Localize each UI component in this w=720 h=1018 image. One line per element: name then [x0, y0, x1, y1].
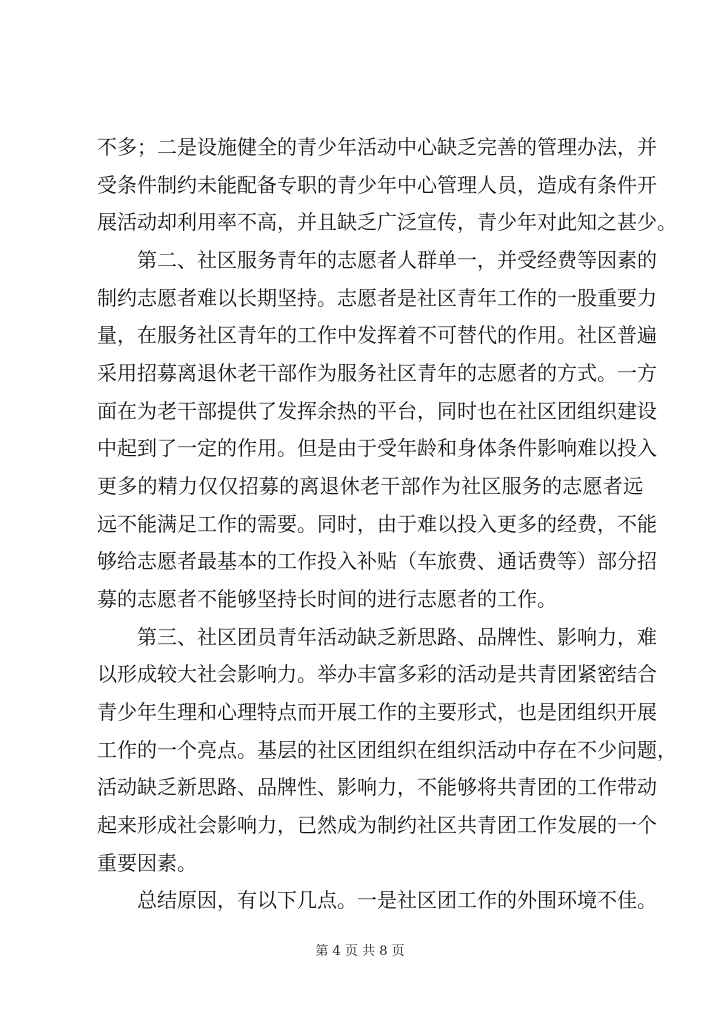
body-line: 不多；二是设施健全的青少年活动中心缺乏完善的管理办法，并 — [97, 135, 657, 159]
body-line: 面在为老干部提供了发挥余热的平台，同时也在社区团组织建设 — [97, 399, 657, 423]
body-line: 远不能满足工作的需要。同时，由于难以投入更多的经费，不能 — [97, 512, 657, 536]
body-line: 青少年生理和心理特点而开展工作的主要形式，也是团组织开展 — [97, 700, 657, 724]
body-line: 受条件制约未能配备专职的青少年中心管理人员，造成有条件开 — [97, 173, 657, 197]
body-line: 活动缺乏新思路、品牌性、影响力，不能够将共青团的工作带动 — [97, 775, 657, 799]
body-line: 采用招募离退休老干部作为服务社区青年的志愿者的方式。一方 — [97, 361, 657, 385]
page-indicator: 第 4 页 共 8 页 — [315, 944, 405, 959]
body-line: 起来形成社会影响力，已然成为制约社区共青团工作发展的一个 — [97, 813, 657, 837]
body-line: 够给志愿者最基本的工作投入补贴（车旅费、通话费等）部分招 — [97, 549, 657, 573]
body-line: 以形成较大社会影响力。举办丰富多彩的活动是共青团紧密结合 — [97, 662, 657, 686]
body-line: 更多的精力仅仅招募的离退休老干部作为社区服务的志愿者远 — [97, 474, 643, 498]
body-line: 展活动却利用率不高，并且缺乏广泛宣传，青少年对此知之甚少。 — [97, 210, 677, 234]
body-line: 重要因素。 — [97, 851, 197, 875]
body-line: 总结原因，有以下几点。一是社区团工作的外围环境不佳。 — [97, 888, 657, 912]
body-line: 制约志愿者难以长期坚持。志愿者是社区青年工作的一股重要力 — [97, 286, 657, 310]
body-line: 募的志愿者不能够坚持长时间的进行志愿者的工作。 — [97, 587, 557, 611]
body-line: 工作的一个亮点。基层的社区团组织在组织活动中存在不少问题， — [97, 738, 677, 762]
body-line: 中起到了一定的作用。但是由于受年龄和身体条件影响难以投入 — [97, 436, 657, 460]
body-line: 第二、社区服务青年的志愿者人群单一，并受经费等因素的 — [97, 248, 657, 272]
body-line: 第三、社区团员青年活动缺乏新思路、品牌性、影响力，难 — [97, 625, 657, 649]
body-line: 量，在服务社区青年的工作中发挥着不可替代的作用。社区普遍 — [97, 323, 657, 347]
